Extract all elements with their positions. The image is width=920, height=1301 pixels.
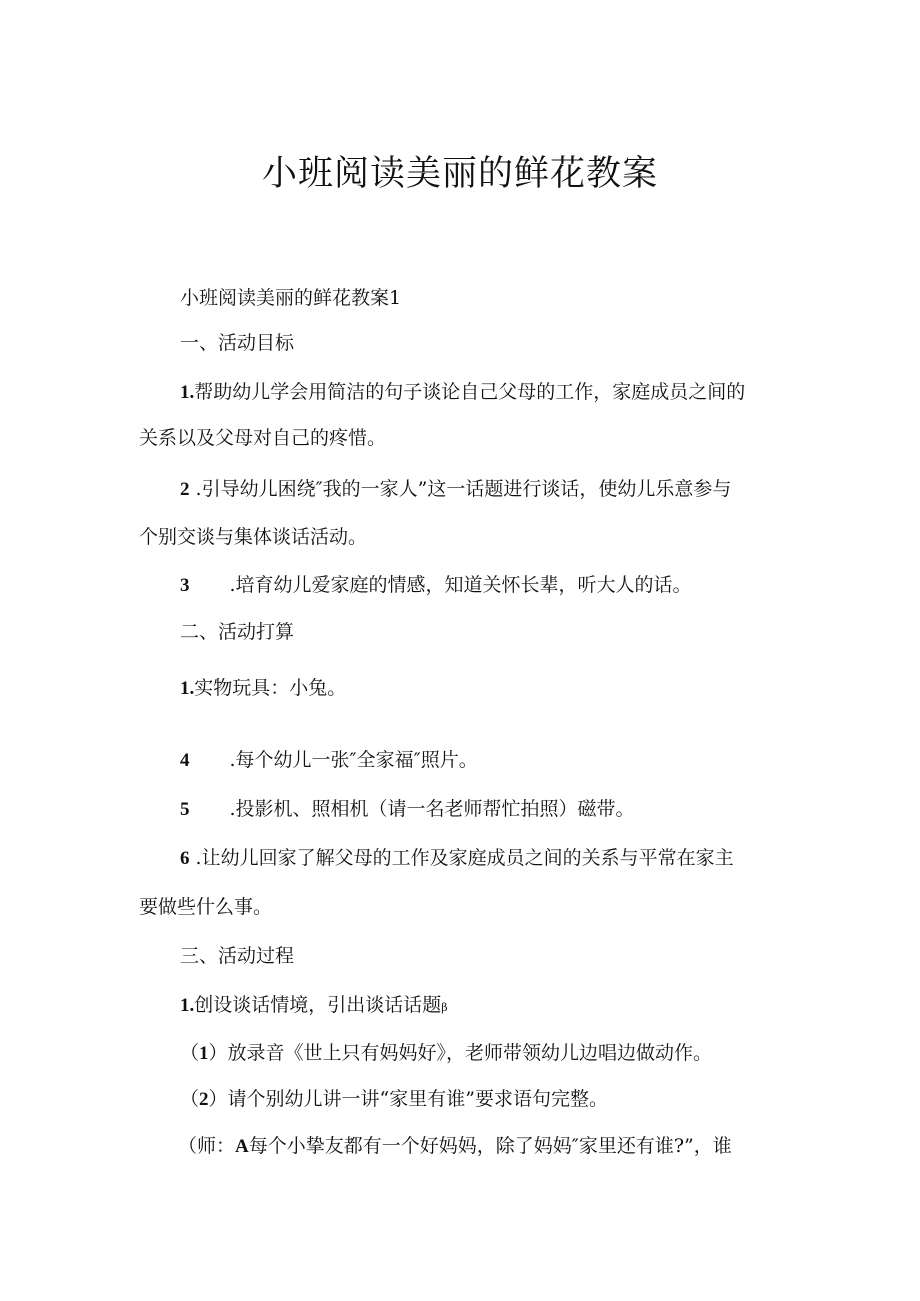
section-heading-preparation: 二、活动打算 [180, 621, 295, 643]
section-heading-goals: 一、活动目标 [180, 332, 295, 354]
goal-3-line [180, 573, 692, 598]
proc-1b-close: ） [208, 1088, 228, 1110]
prep-5-text: .投影机、照相机（请一名老师帮忙拍照）磁带。 [229, 798, 635, 820]
proc-1b-number: 2 [199, 1089, 209, 1110]
proc-1c-line [178, 1134, 732, 1159]
prep-6-line-2: 要做些什么事。 [139, 896, 273, 918]
proc-1b-line [180, 1087, 608, 1112]
goal-2-number: 2 [180, 479, 190, 500]
goal-2-line-2: 个别交谈与集体谈话活动。 [139, 526, 368, 548]
prep-4-line [180, 748, 478, 773]
proc-1a-close: ） [208, 1042, 228, 1064]
prep-6-line-1 [180, 846, 734, 871]
prep-6-number: 6 [180, 848, 190, 869]
goal-3-number: 3 [180, 575, 190, 596]
proc-1b-open: （ [180, 1088, 200, 1110]
prep-5-number: 5 [180, 799, 190, 820]
prep-4-text: .每个幼儿一张″全家福″照片。 [229, 749, 478, 771]
prep-5-line [180, 797, 635, 822]
proc-1b-text: 请个别幼儿讲一讲“家里有谁”要求语句完整。 [227, 1088, 608, 1110]
prep-1-text: 实物玩具：小兔。 [194, 677, 347, 699]
goal-2-line-1 [180, 477, 731, 502]
prep-1-line [180, 676, 346, 701]
proc-1-number: 1. [180, 995, 195, 1016]
proc-1a-open: （ [180, 1042, 200, 1064]
proc-1a-text: 放录音《世上只有妈妈好》，老师带领幼儿边唱边做动作。 [227, 1042, 713, 1064]
goal-1-line-2: 关系以及父母对自己的疼惜。 [139, 427, 387, 449]
prep-6-text: .让幼儿回家了解父母的工作及家庭成员之间的关系与平常在家主 [189, 847, 734, 869]
document-subtitle: 小班阅读美丽的鲜花教案1 [180, 287, 402, 309]
proc-1c-open: （师： [178, 1135, 236, 1157]
proc-1-text: 创设谈话情境，引出谈话话题 [194, 994, 442, 1016]
goal-1-text: 帮助幼儿学会用简洁的句子谈论自己父母的工作，家庭成员之间的 [194, 381, 746, 403]
goal-1-line-1 [180, 380, 745, 405]
section-heading-process: 三、活动过程 [180, 945, 295, 967]
prep-4-number: 4 [180, 750, 190, 771]
proc-1c-number: A [235, 1136, 249, 1157]
proc-1-suffix: β [441, 1001, 448, 1014]
goal-1-number: 1. [180, 382, 195, 403]
proc-1-line [180, 993, 448, 1020]
document-title: 小班阅读美丽的鲜花教案 [261, 154, 658, 194]
proc-1c-text: 每个小挚友都有一个好妈妈，除了妈妈″家里还有谁?”，谁 [248, 1135, 732, 1157]
goal-3-text: .培育幼儿爱家庭的情感，知道关怀长辈，听大人的话。 [229, 574, 692, 596]
goal-2-text: .引导幼儿困绕″我的一家人”这一话题进行谈话，使幼儿乐意参与 [189, 478, 732, 500]
proc-1a-line [180, 1041, 712, 1066]
prep-1-number: 1. [180, 678, 195, 699]
proc-1a-number: 1 [199, 1043, 209, 1064]
